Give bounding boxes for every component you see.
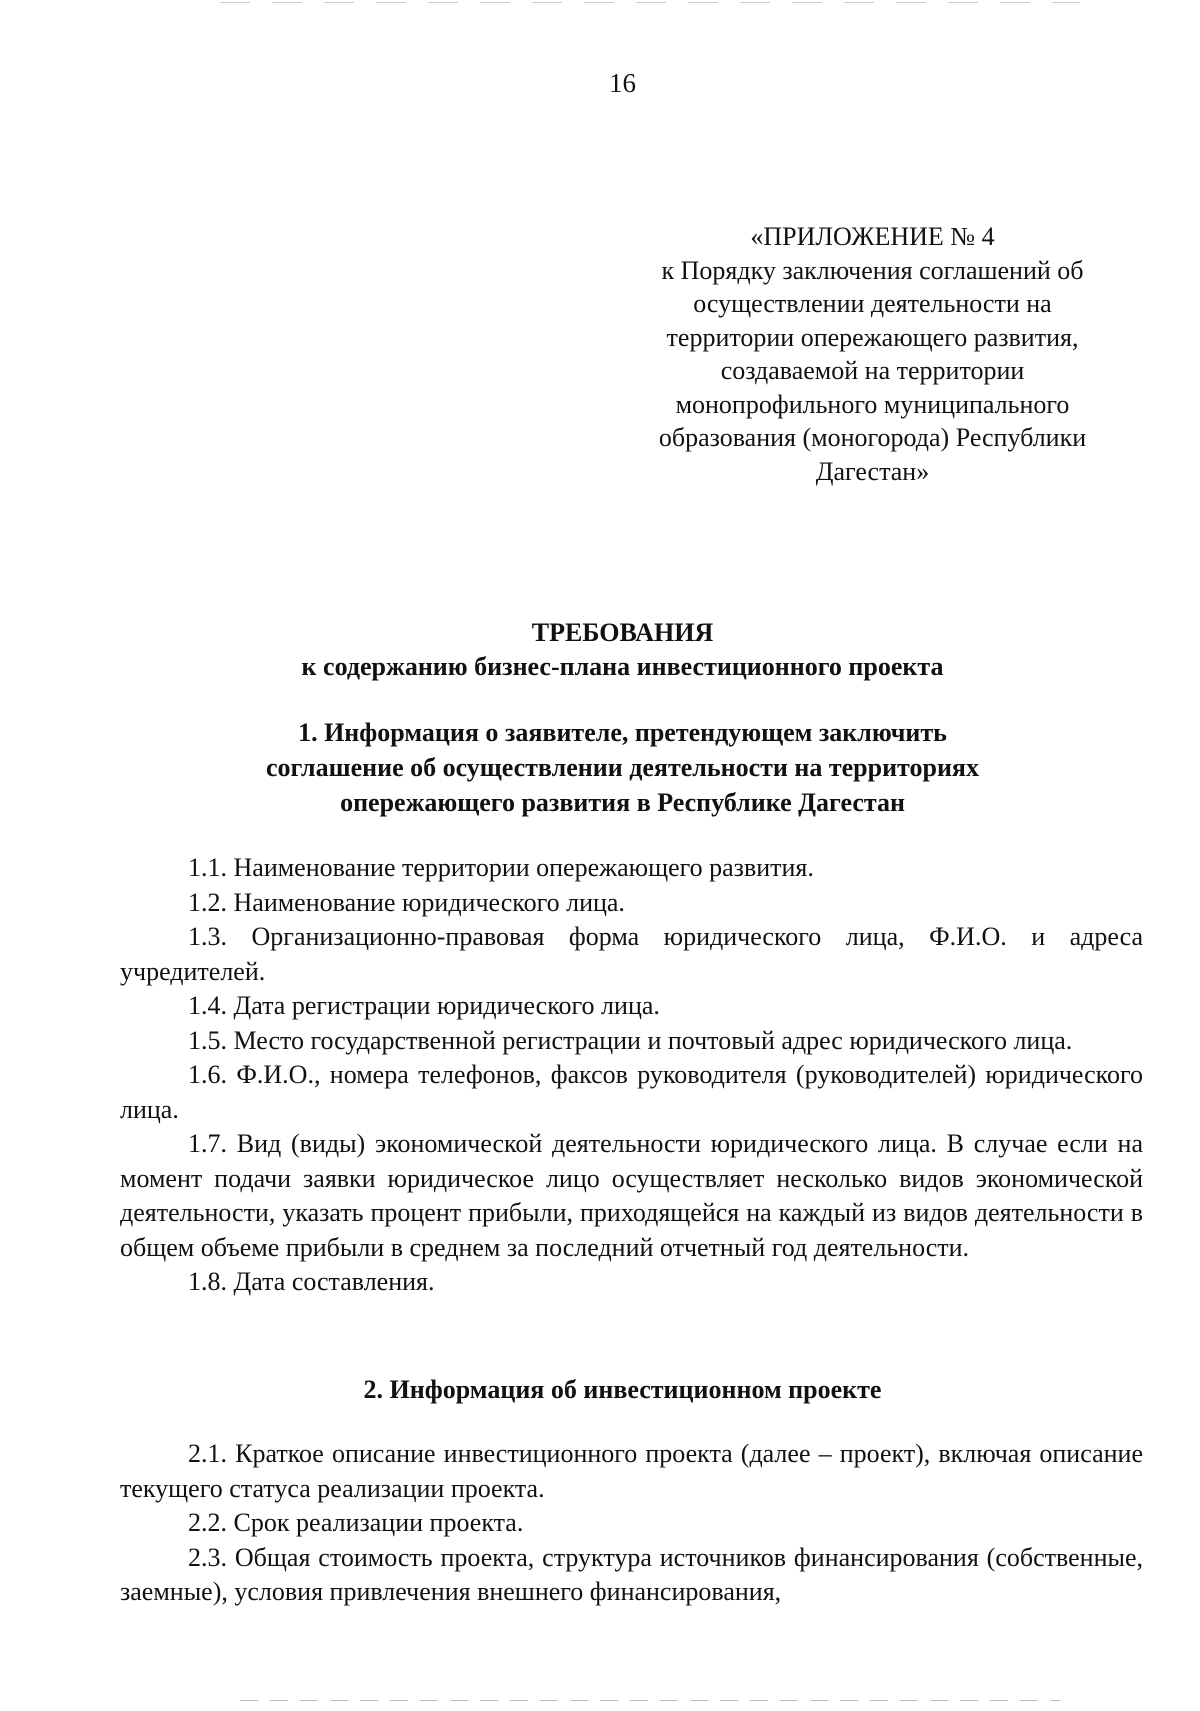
list-item: 1.7. Вид (виды) экономической деятельности юридического лица. В случае если на момент подачи заявки юридическое лицо осуществляет несколько видов экономической деятельности, указать процент прибыли, приходящейся на каждый из видов деятельности в общем объеме прибыли в среднем за последний отчетный год деятельности. <box>120 1129 1143 1262</box>
scan-edge-top <box>220 2 1080 3</box>
list-item: 1.1. Наименование территории опережающего развития. <box>188 853 814 882</box>
document-title: ТРЕБОВАНИЯ <box>531 618 714 647</box>
scan-edge-bottom <box>240 1700 1060 1701</box>
list-item: 1.3. Организационно-правовая форма юридического лица, Ф.И.О. и адреса учредителей. <box>120 922 1143 986</box>
appendix-line: монопрофильного муниципального <box>675 389 1070 419</box>
list-item: 1.4. Дата регистрации юридического лица. <box>188 991 660 1020</box>
list-item: 2.1. Краткое описание инвестиционного проекта (далее – проект), включая описание текущего статуса реализации проекта. <box>120 1439 1143 1503</box>
list-item: 1.6. Ф.И.О., номера телефонов, факсов руководителя (руководителей) юридического лица. <box>120 1060 1143 1124</box>
appendix-line: создаваемой на территории <box>720 356 1025 385</box>
appendix-line: образования (моногорода) Республики <box>658 423 1087 452</box>
section-2-items <box>120 1437 1143 1610</box>
appendix-line: к Порядку заключения соглашений об <box>661 255 1084 285</box>
heading-line: опережающего развития в Республике Дагестан <box>340 788 905 817</box>
document-subtitle: к содержанию бизнес-плана инвестиционного проекта <box>301 652 944 681</box>
list-item: 1.2. Наименование юридического лица. <box>188 887 625 917</box>
section-1-items <box>120 851 1143 1300</box>
appendix-line: Дагестан» <box>815 456 930 486</box>
heading-line: 2. Информация об инвестиционном проекте <box>363 1375 882 1404</box>
appendix-line: «ПРИЛОЖЕНИЕ № 4 <box>750 222 995 251</box>
list-item: 2.2. Срок реализации проекта. <box>188 1508 524 1537</box>
heading-line: 1. Информация о заявителе, претендующем заключить <box>298 718 947 747</box>
heading-line: соглашение об осуществлении деятельности на территориях <box>266 753 979 782</box>
section-1-heading <box>120 715 1125 820</box>
section-2-heading <box>120 1372 1125 1407</box>
page-number: 16 <box>609 68 636 98</box>
list-item: 2.3. Общая стоимость проекта, структура источников финансирования (собственные, заемные), условия привлечения внешнего финансирования, <box>120 1542 1143 1606</box>
appendix-line: осуществлении деятельности на <box>693 289 1052 318</box>
list-item: 1.5. Место государственной регистрации и почтовый адрес юридического лица. <box>188 1025 1073 1055</box>
list-item: 1.8. Дата составления. <box>188 1267 435 1296</box>
appendix-line: территории опережающего развития, <box>666 322 1079 352</box>
appendix-reference <box>630 220 1115 488</box>
